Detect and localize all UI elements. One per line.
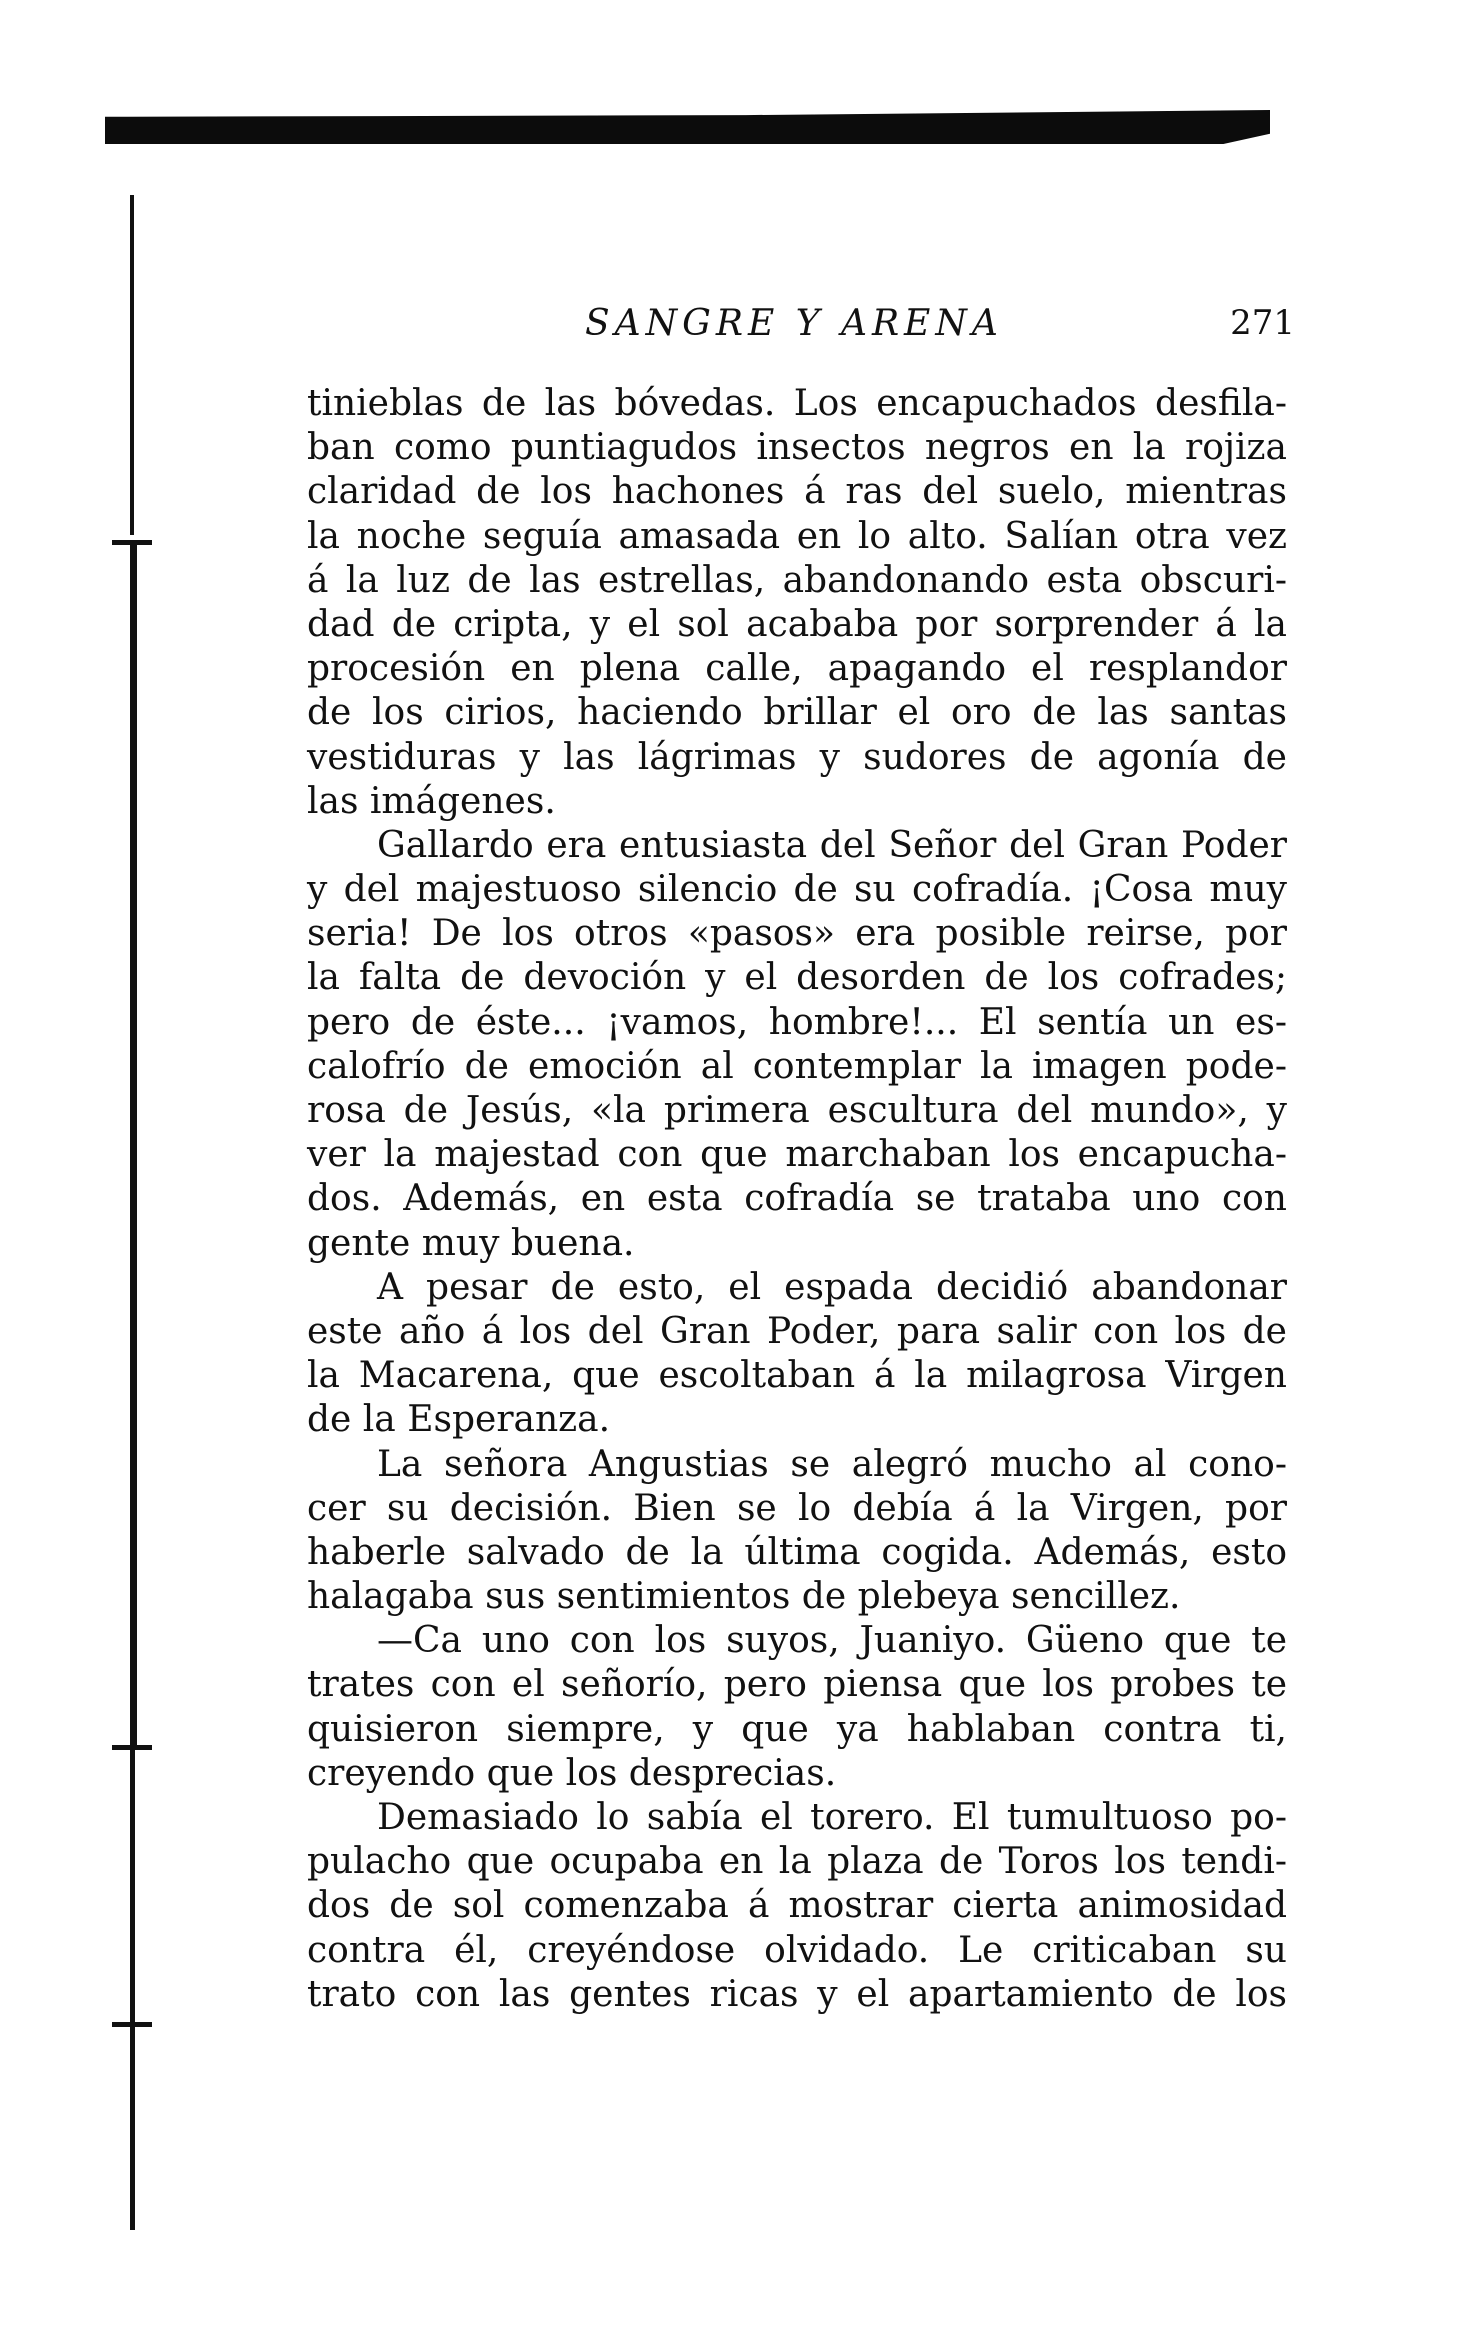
text-line: gente muy buena. bbox=[307, 1222, 635, 1264]
text-line: de la Esperanza. bbox=[307, 1399, 611, 1441]
binding-edge-upper bbox=[130, 195, 134, 535]
text-line: haberle salvado de la última cogida. Además, esto bbox=[307, 1531, 1287, 1573]
text-line: calofrío de emoción al contemplar la imagen pode- bbox=[307, 1045, 1287, 1087]
text-line: La señora Angustias se alegró mucho al cono- bbox=[377, 1443, 1287, 1485]
text-line: rosa de Jesús, «la primera escultura del mundo», y bbox=[307, 1090, 1287, 1131]
binding-edge-middle bbox=[130, 540, 137, 1750]
text-line: tinieblas de las bóvedas. Los encapuchados desfila- bbox=[307, 383, 1287, 424]
text-line: Demasiado lo sabía el torero. El tumultuoso po- bbox=[377, 1797, 1287, 1838]
text-line: las imágenes. bbox=[307, 780, 556, 822]
text-line: la falta de devoción y el desorden de los cofrades; bbox=[307, 957, 1287, 999]
text-line: claridad de los hachones á ras del suelo, mientras bbox=[307, 471, 1287, 513]
text-line: dos de sol comenzaba á mostrar cierta animosidad bbox=[307, 1885, 1287, 1927]
text-line: A pesar de esto, el espada decidió abandonar bbox=[377, 1266, 1287, 1308]
text-line: creyendo que los desprecias. bbox=[307, 1752, 837, 1794]
text-line: trates con el señorío, pero piensa que los probes te bbox=[307, 1664, 1287, 1706]
text-line: trato con las gentes ricas y el apartamiento de los bbox=[307, 1973, 1287, 2015]
page-number: 271 bbox=[1230, 303, 1295, 343]
text-line: ver la majestad con que marchaban los encapucha- bbox=[307, 1134, 1287, 1176]
text-line: cer su decisión. Bien se lo debía á la Virgen, por bbox=[307, 1487, 1287, 1529]
body-text bbox=[307, 382, 1287, 2017]
running-head bbox=[300, 303, 1300, 353]
text-line: seria! De los otros «pasos» era posible reirse, por bbox=[307, 913, 1287, 955]
text-line: —Ca uno con los suyos, Juaniyo. Güeno que te bbox=[377, 1620, 1287, 1662]
text-line: de los cirios, haciendo brillar el oro de las santas bbox=[307, 692, 1287, 734]
running-title: SANGRE Y ARENA bbox=[585, 303, 1003, 344]
text-line: halagaba sus sentimientos de plebeya sencillez. bbox=[307, 1576, 1181, 1618]
binding-edge-lower bbox=[130, 1750, 135, 2230]
text-line: procesión en plena calle, apagando el resplandor bbox=[307, 648, 1287, 690]
binding-tick-1 bbox=[112, 540, 152, 545]
binding-tick-2 bbox=[112, 1745, 152, 1750]
text-line: á la luz de las estrellas, abandonando esta obscuri- bbox=[307, 559, 1287, 601]
text-line: dos. Además, en esta cofradía se trataba uno con bbox=[307, 1178, 1287, 1220]
text-line: ban como puntiagudos insectos negros en la rojiza bbox=[307, 427, 1287, 469]
text-line: vestiduras y las lágrimas y sudores de agonía de bbox=[307, 736, 1287, 778]
text-line: y del majestuoso silencio de su cofradía. ¡Cosa muy bbox=[307, 869, 1287, 911]
text-line: quisieron siempre, y que ya hablaban contra ti, bbox=[307, 1708, 1287, 1750]
text-line: pulacho que ocupaba en la plaza de Toros los tendi- bbox=[307, 1841, 1287, 1883]
text-line: este año á los del Gran Poder, para salir con los de bbox=[307, 1310, 1287, 1352]
text-line: Gallardo era entusiasta del Señor del Gran Poder bbox=[377, 824, 1287, 866]
text-line: la Macarena, que escoltaban á la milagrosa Virgen bbox=[307, 1355, 1287, 1397]
text-line: la noche seguía amasada en lo alto. Salían otra vez bbox=[307, 515, 1287, 557]
text-line: contra él, creyéndose olvidado. Le criticaban su bbox=[307, 1929, 1287, 1971]
text-line: dad de cripta, y el sol acababa por sorprender á la bbox=[307, 603, 1287, 645]
binding-tick-3 bbox=[112, 2022, 152, 2027]
text-line: pero de éste... ¡vamos, hombre!... El sentía un es- bbox=[307, 1001, 1287, 1043]
top-decorative-rule bbox=[105, 110, 1270, 144]
